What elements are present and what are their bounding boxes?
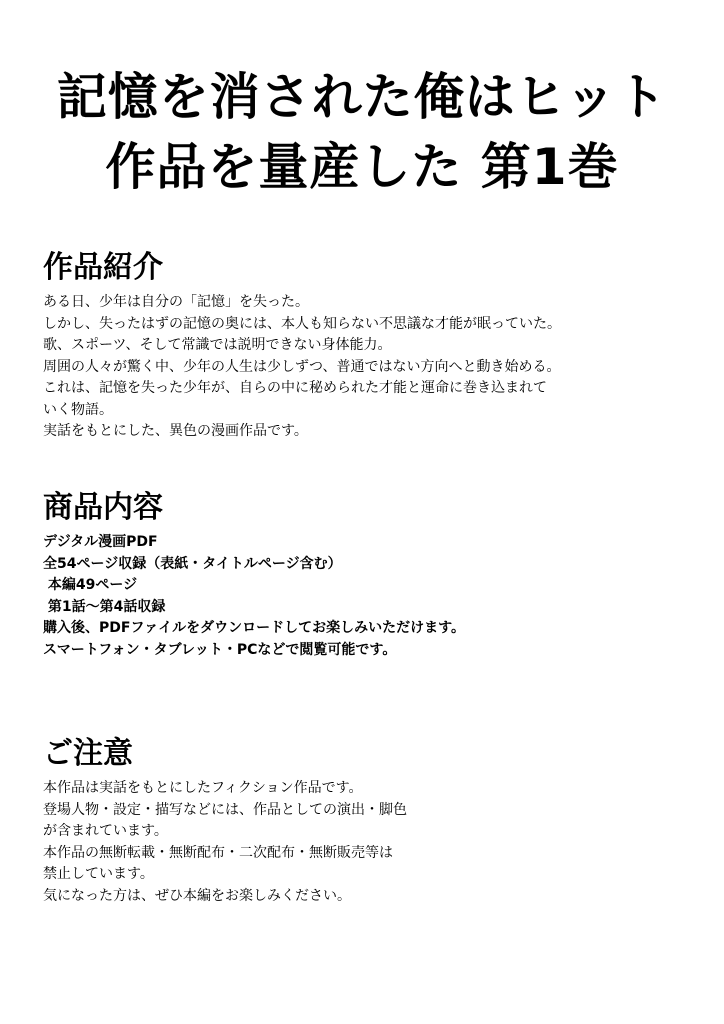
notice-line: が含まれています。 <box>43 823 168 839</box>
notice-line: 禁止しています。 <box>43 866 154 882</box>
contents-line: 第1話〜第4話収録 <box>43 598 166 615</box>
intro-line: 周囲の人々が驚く中、少年の人生は少しずつ、普通ではない方向へと動き始める。 <box>43 358 561 375</box>
product-contents-section <box>43 488 683 661</box>
work-introduction-body <box>43 292 683 443</box>
work-introduction-section <box>43 248 683 443</box>
contents-line: 本編49ページ <box>43 577 138 593</box>
product-contents-body <box>43 532 683 661</box>
intro-line: しかし、失ったはずの記憶の奥には、本人も知らない不思議な才能が眠っていた。 <box>43 315 561 332</box>
intro-line: いく物語。 <box>43 401 113 418</box>
notice-line: 本作品は実話をもとにしたフィクション作品です。 <box>43 780 363 796</box>
intro-line: 実話をもとにした、異色の漫画作品です。 <box>43 423 308 439</box>
intro-line: ある日、少年は自分の「記憶」を失った。 <box>43 294 309 310</box>
notice-body <box>43 778 683 907</box>
product-contents-heading: 商品内容 <box>43 490 163 525</box>
notice-section <box>43 734 683 907</box>
contents-line: デジタル漫画PDF <box>43 534 158 550</box>
work-introduction-heading: 作品紹介 <box>43 250 163 285</box>
document-title <box>0 62 724 202</box>
intro-line: これは、記憶を失った少年が、自らの中に秘められた才能と運命に巻き込まれて <box>43 380 547 396</box>
notice-heading: ご注意 <box>43 736 133 771</box>
notice-line: 本作品の無断転載・無断配布・二次配布・無断販売等は <box>43 844 393 861</box>
title-line-2: 作品を量産した 第1巻 <box>105 138 619 196</box>
intro-line: 歌、スポーツ、そして常識では説明できない身体能力。 <box>43 337 392 353</box>
notice-line: 気になった方は、ぜひ本編をお楽しみください。 <box>43 887 351 904</box>
notice-line: 登場人物・設定・描写などには、作品としての演出・脚色 <box>43 801 407 818</box>
contents-line: スマートフォン・タブレット・PCなどで閲覧可能です。 <box>43 641 397 658</box>
title-line-1: 記憶を消された俺はヒット <box>56 68 668 126</box>
contents-line: 全54ページ収録（表紙・タイトルページ含む） <box>43 555 342 572</box>
contents-line: 購入後、PDFファイルをダウンロードしてお楽しみいただけます。 <box>43 620 466 636</box>
